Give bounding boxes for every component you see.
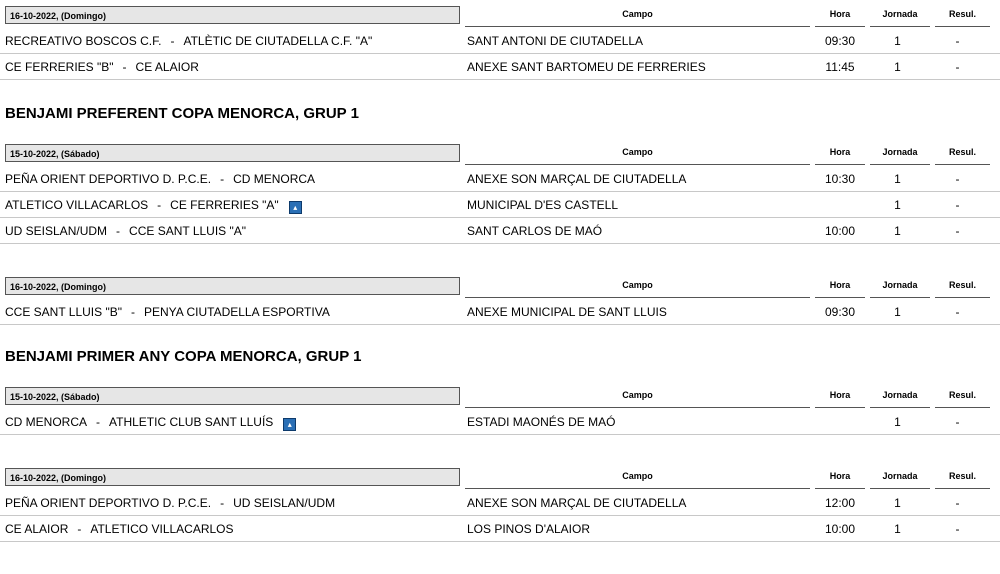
match-separator: -: [220, 172, 225, 186]
jornada-number: 1: [894, 34, 901, 48]
column-header-hora: Hora: [815, 468, 865, 489]
date-label: 15-10-2022, (Sábado): [5, 144, 460, 162]
away-team[interactable]: ATLÈTIC DE CIUTADELLA C.F. "A": [183, 34, 373, 48]
column-header-jornada: Jornada: [870, 277, 930, 298]
away-team[interactable]: CE FERRERIES "A": [170, 198, 279, 212]
match-separator: -: [131, 305, 135, 319]
kickoff-time: 09:30: [824, 305, 856, 319]
match-separator: -: [170, 34, 175, 48]
kickoff-time: 10:00: [824, 224, 856, 238]
match-row: [0, 218, 1000, 244]
venue[interactable]: MUNICIPAL D'ES CASTELL: [467, 198, 618, 212]
matchday-block: [0, 144, 1000, 244]
column-header-campo: Campo: [465, 387, 810, 408]
home-team[interactable]: ATLETICO VILLACARLOS: [5, 198, 149, 212]
result: -: [955, 172, 960, 186]
match-row: [0, 54, 1000, 80]
column-header-campo: Campo: [465, 468, 810, 489]
competition-section: [0, 0, 1000, 80]
match-separator: -: [157, 198, 162, 212]
jornada-number: 1: [894, 522, 901, 536]
acta-icon[interactable]: ▴: [283, 418, 296, 431]
match-row: [0, 490, 1000, 516]
column-header-hora: Hora: [815, 277, 865, 298]
column-header-campo: Campo: [465, 6, 810, 27]
away-team[interactable]: CCE SANT LLUIS "A": [129, 224, 247, 238]
column-header-campo: Campo: [465, 144, 810, 165]
away-team[interactable]: CD MENORCA: [233, 172, 316, 186]
block-header: [0, 144, 1000, 166]
home-team[interactable]: CD MENORCA: [5, 415, 88, 429]
column-header-campo: Campo: [465, 277, 810, 298]
jornada-number: 1: [894, 224, 901, 238]
competition-title: BENJAMI PRIMER ANY COPA MENORCA, GRUP 1: [5, 348, 362, 365]
result: -: [955, 224, 960, 238]
away-team[interactable]: CE ALAIOR: [135, 60, 199, 74]
venue[interactable]: ANEXE SON MARÇAL DE CIUTADELLA: [467, 172, 687, 186]
home-team[interactable]: CE FERRERIES "B": [5, 60, 114, 74]
match-teams: [5, 60, 199, 74]
column-header-jornada: Jornada: [870, 6, 930, 27]
jornada-number: 1: [894, 60, 901, 74]
block-header: [0, 468, 1000, 490]
home-team[interactable]: CE ALAIOR: [5, 522, 69, 536]
match-teams: [5, 34, 372, 48]
result: -: [955, 198, 960, 212]
jornada-number: 1: [894, 198, 901, 212]
competition-title: BENJAMI PREFERENT COPA MENORCA, GRUP 1: [5, 105, 359, 122]
column-header-resul: Resul.: [935, 468, 990, 489]
match-teams: [5, 172, 315, 186]
home-team[interactable]: RECREATIVO BOSCOS C.F.: [5, 34, 162, 48]
match-separator: -: [220, 496, 225, 510]
block-header: [0, 6, 1000, 28]
jornada-number: 1: [894, 415, 901, 429]
date-label: 16-10-2022, (Domingo): [5, 6, 460, 24]
jornada-number: 1: [894, 172, 901, 186]
match-row: [0, 28, 1000, 54]
match-row: [0, 409, 1000, 435]
match-row: [0, 516, 1000, 542]
matchday-block: [0, 468, 1000, 542]
date-label: 16-10-2022, (Domingo): [5, 468, 460, 486]
column-header-resul: Resul.: [935, 387, 990, 408]
match-row: [0, 299, 1000, 325]
match-teams: [5, 415, 296, 431]
jornada-number: 1: [894, 305, 901, 319]
match-teams: [5, 522, 234, 536]
kickoff-time: 12:00: [824, 496, 856, 510]
away-team[interactable]: UD SEISLAN/UDM: [233, 496, 336, 510]
home-team[interactable]: PEÑA ORIENT DEPORTIVO D. P.C.E.: [5, 496, 212, 510]
matchday-block: [0, 277, 1000, 325]
match-separator: -: [116, 224, 121, 238]
acta-icon[interactable]: ▴: [289, 201, 302, 214]
date-label: 16-10-2022, (Domingo): [5, 277, 460, 295]
kickoff-time: 11:45: [825, 60, 855, 74]
match-teams: [5, 305, 330, 319]
result: -: [955, 522, 960, 536]
home-team[interactable]: PEÑA ORIENT DEPORTIVO D. P.C.E.: [5, 172, 212, 186]
result: -: [955, 415, 960, 429]
home-team[interactable]: UD SEISLAN/UDM: [5, 224, 108, 238]
block-header: [0, 387, 1000, 409]
venue[interactable]: SANT ANTONI DE CIUTADELLA: [467, 34, 644, 48]
away-team[interactable]: PENYA CIUTADELLA ESPORTIVA: [144, 305, 330, 319]
kickoff-time: 10:30: [824, 172, 856, 186]
match-row: [0, 192, 1000, 218]
match-teams: [5, 198, 302, 214]
competition-section: [0, 104, 1000, 325]
column-header-hora: Hora: [815, 6, 865, 27]
result: -: [955, 34, 960, 48]
venue[interactable]: SANT CARLOS DE MAÓ: [467, 224, 603, 238]
column-header-resul: Resul.: [935, 277, 990, 298]
match-separator: -: [122, 60, 127, 74]
result: -: [955, 305, 960, 319]
match-row: [0, 166, 1000, 192]
result: -: [955, 496, 960, 510]
column-header-hora: Hora: [815, 144, 865, 165]
venue[interactable]: ANEXE SANT BARTOMEU DE FERRERIES: [467, 60, 706, 74]
venue[interactable]: ANEXE SON MARÇAL DE CIUTADELLA: [467, 496, 687, 510]
block-header: [0, 277, 1000, 299]
column-header-jornada: Jornada: [870, 468, 930, 489]
column-header-jornada: Jornada: [870, 387, 930, 408]
venue[interactable]: ANEXE MUNICIPAL DE SANT LLUIS: [467, 305, 667, 319]
matchday-block: [0, 387, 1000, 435]
matchday-block: [0, 6, 1000, 80]
match-teams: [5, 224, 246, 238]
result: -: [955, 60, 960, 74]
column-header-hora: Hora: [815, 387, 865, 408]
kickoff-time: 09:30: [824, 34, 856, 48]
away-team[interactable]: ATHLETIC CLUB SANT LLUÍS: [109, 415, 274, 429]
match-separator: -: [96, 415, 101, 429]
competition-section: [0, 347, 1000, 542]
away-team[interactable]: ATLETICO VILLACARLOS: [90, 522, 234, 536]
column-header-resul: Resul.: [935, 144, 990, 165]
venue[interactable]: LOS PINOS D'ALAIOR: [467, 522, 590, 536]
date-label: 15-10-2022, (Sábado): [5, 387, 460, 405]
kickoff-time: 10:00: [824, 522, 856, 536]
venue[interactable]: ESTADI MAONÉS DE MAÓ: [467, 415, 616, 429]
jornada-number: 1: [894, 496, 901, 510]
home-team[interactable]: CCE SANT LLUIS "B": [5, 305, 122, 319]
match-teams: [5, 496, 335, 510]
match-separator: -: [77, 522, 82, 536]
column-header-resul: Resul.: [935, 6, 990, 27]
column-header-jornada: Jornada: [870, 144, 930, 165]
